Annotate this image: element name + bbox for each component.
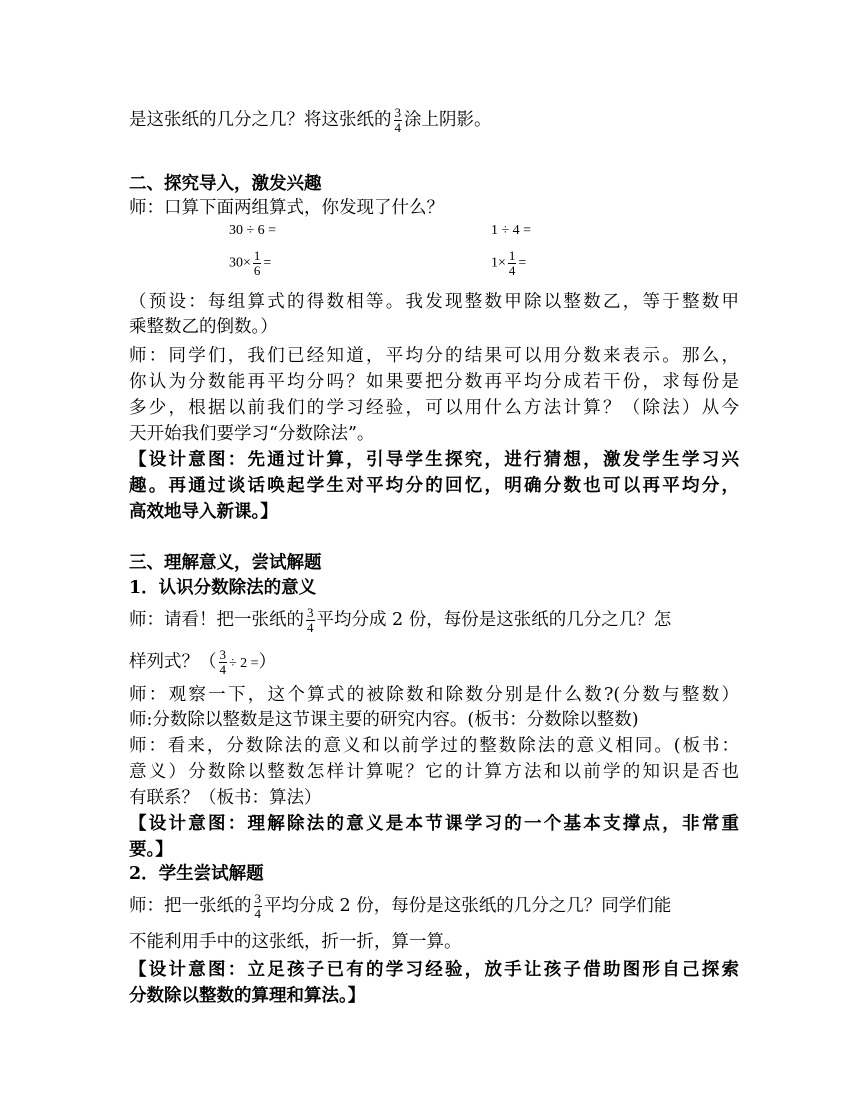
section2-para-line-3: 多少，根据以前我们的学习经验，可以用什么方法计算？（除法）从今 — [129, 398, 739, 418]
equation-30-times-one-sixth: 30× $\frac{1}{6}$ = — [229, 248, 272, 278]
section2-heading: 二、探究导入，激发兴趣 — [129, 174, 322, 194]
section2-para-line-2: 你认为分数能再平均分吗？如果要把分数再平均分成若干份，求每份是 — [129, 372, 739, 392]
intro-text-after: 涂上阴影。 — [404, 110, 492, 130]
section2-intent-line-1: 【设计意图：先通过计算，引导学生探究，进行猜想，激发学生学习兴 — [129, 450, 739, 470]
equation-1-div-4: 1 ÷ 4 = — [491, 223, 532, 238]
fraction-three-quarters: $\frac{3}{4}$ — [307, 605, 314, 635]
section2-intent-line-2: 趣。再通过谈话唤起学生对平均分的回忆，明确分数也可以再平均分， — [129, 476, 739, 496]
section3-meaning-line-2: 意义）分数除以整数怎样计算呢？它的计算方法和以前学的知识是否也 — [129, 762, 739, 782]
fraction-three-quarters: $\frac{3}{4}$ — [219, 647, 226, 677]
intro-line — [129, 106, 739, 135]
section3-question-2-line-1: 师：把一张纸的 $\frac{3}{4}$ 平均分成 2 份，每份是这张纸的几分之几？同学们能 — [129, 891, 672, 921]
section2-para-line-1: 师：同学们，我们已经知道，平均分的结果可以用分数来表示。那么， — [129, 346, 739, 366]
section3-question-1-line-2: 样列式？（ $\frac{3}{4}$ ÷ 2 =） — [129, 647, 277, 677]
section3-intent-line-2: 要。】 — [129, 840, 173, 860]
section3-heading: 三、理解意义，尝试解题 — [129, 553, 322, 573]
equation-1-times-one-quarter: 1× $\frac{1}{4}$ = — [491, 248, 527, 278]
equation-30-div-6: 30 ÷ 6 = — [229, 223, 277, 238]
section3-intent-line-1: 【设计意图：理解除法的意义是本节课学习的一个基本支撑点，非常重 — [129, 814, 739, 834]
section3-intent2-line-2: 分数除以整数的算理和算法。】 — [129, 986, 366, 1006]
section3-sub1: 1．认识分数除法的意义 — [129, 578, 317, 598]
section3-observe: 师：观察一下，这个算式的被除数和除数分别是什么数?(分数与整数） — [129, 685, 739, 705]
section3-meaning-line-3: 有联系？（板书：算法） — [129, 788, 322, 808]
preset-line-1: （预设：每组算式的得数相等。我发现整数甲除以整数乙，等于整数甲 — [129, 292, 739, 312]
section2-intent-line-3: 高效地导入新课。】 — [129, 502, 278, 522]
section3-sub2: 2．学生尝试解题 — [129, 864, 264, 884]
section3-intent2-line-1: 【设计意图：立足孩子已有的学习经验，放手让孩子借助图形自己探索 — [129, 960, 739, 980]
section2-teacher-question: 师：口算下面两组算式，你发现了什么？ — [129, 198, 444, 218]
section2-para-line-4: 天开始我们要学习“分数除法”。 — [129, 424, 375, 444]
intro-text-before: 是这张纸的几分之几？将这张纸的 — [129, 110, 392, 130]
section3-question-2-line-2: 不能利用手中的这张纸，折一折，算一算。 — [129, 932, 462, 952]
section3-meaning-line-1: 师：看来，分数除法的意义和以前学过的整数除法的意义相同。(板书： — [129, 736, 739, 756]
preset-line-2: 乘整数乙的倒数。） — [129, 317, 278, 337]
fraction-three-quarters: $\frac{3}{4}$ — [394, 105, 401, 135]
fraction-three-quarters: $\frac{3}{4}$ — [254, 891, 261, 921]
section3-content: 师:分数除以整数是这节课主要的研究内容。(板书：分数除以整数) — [129, 710, 639, 730]
section3-question-1-line-1: 师：请看！把一张纸的 $\frac{3}{4}$ 平均分成 2 份，每份是这张纸的几分之几？怎 — [129, 605, 672, 635]
